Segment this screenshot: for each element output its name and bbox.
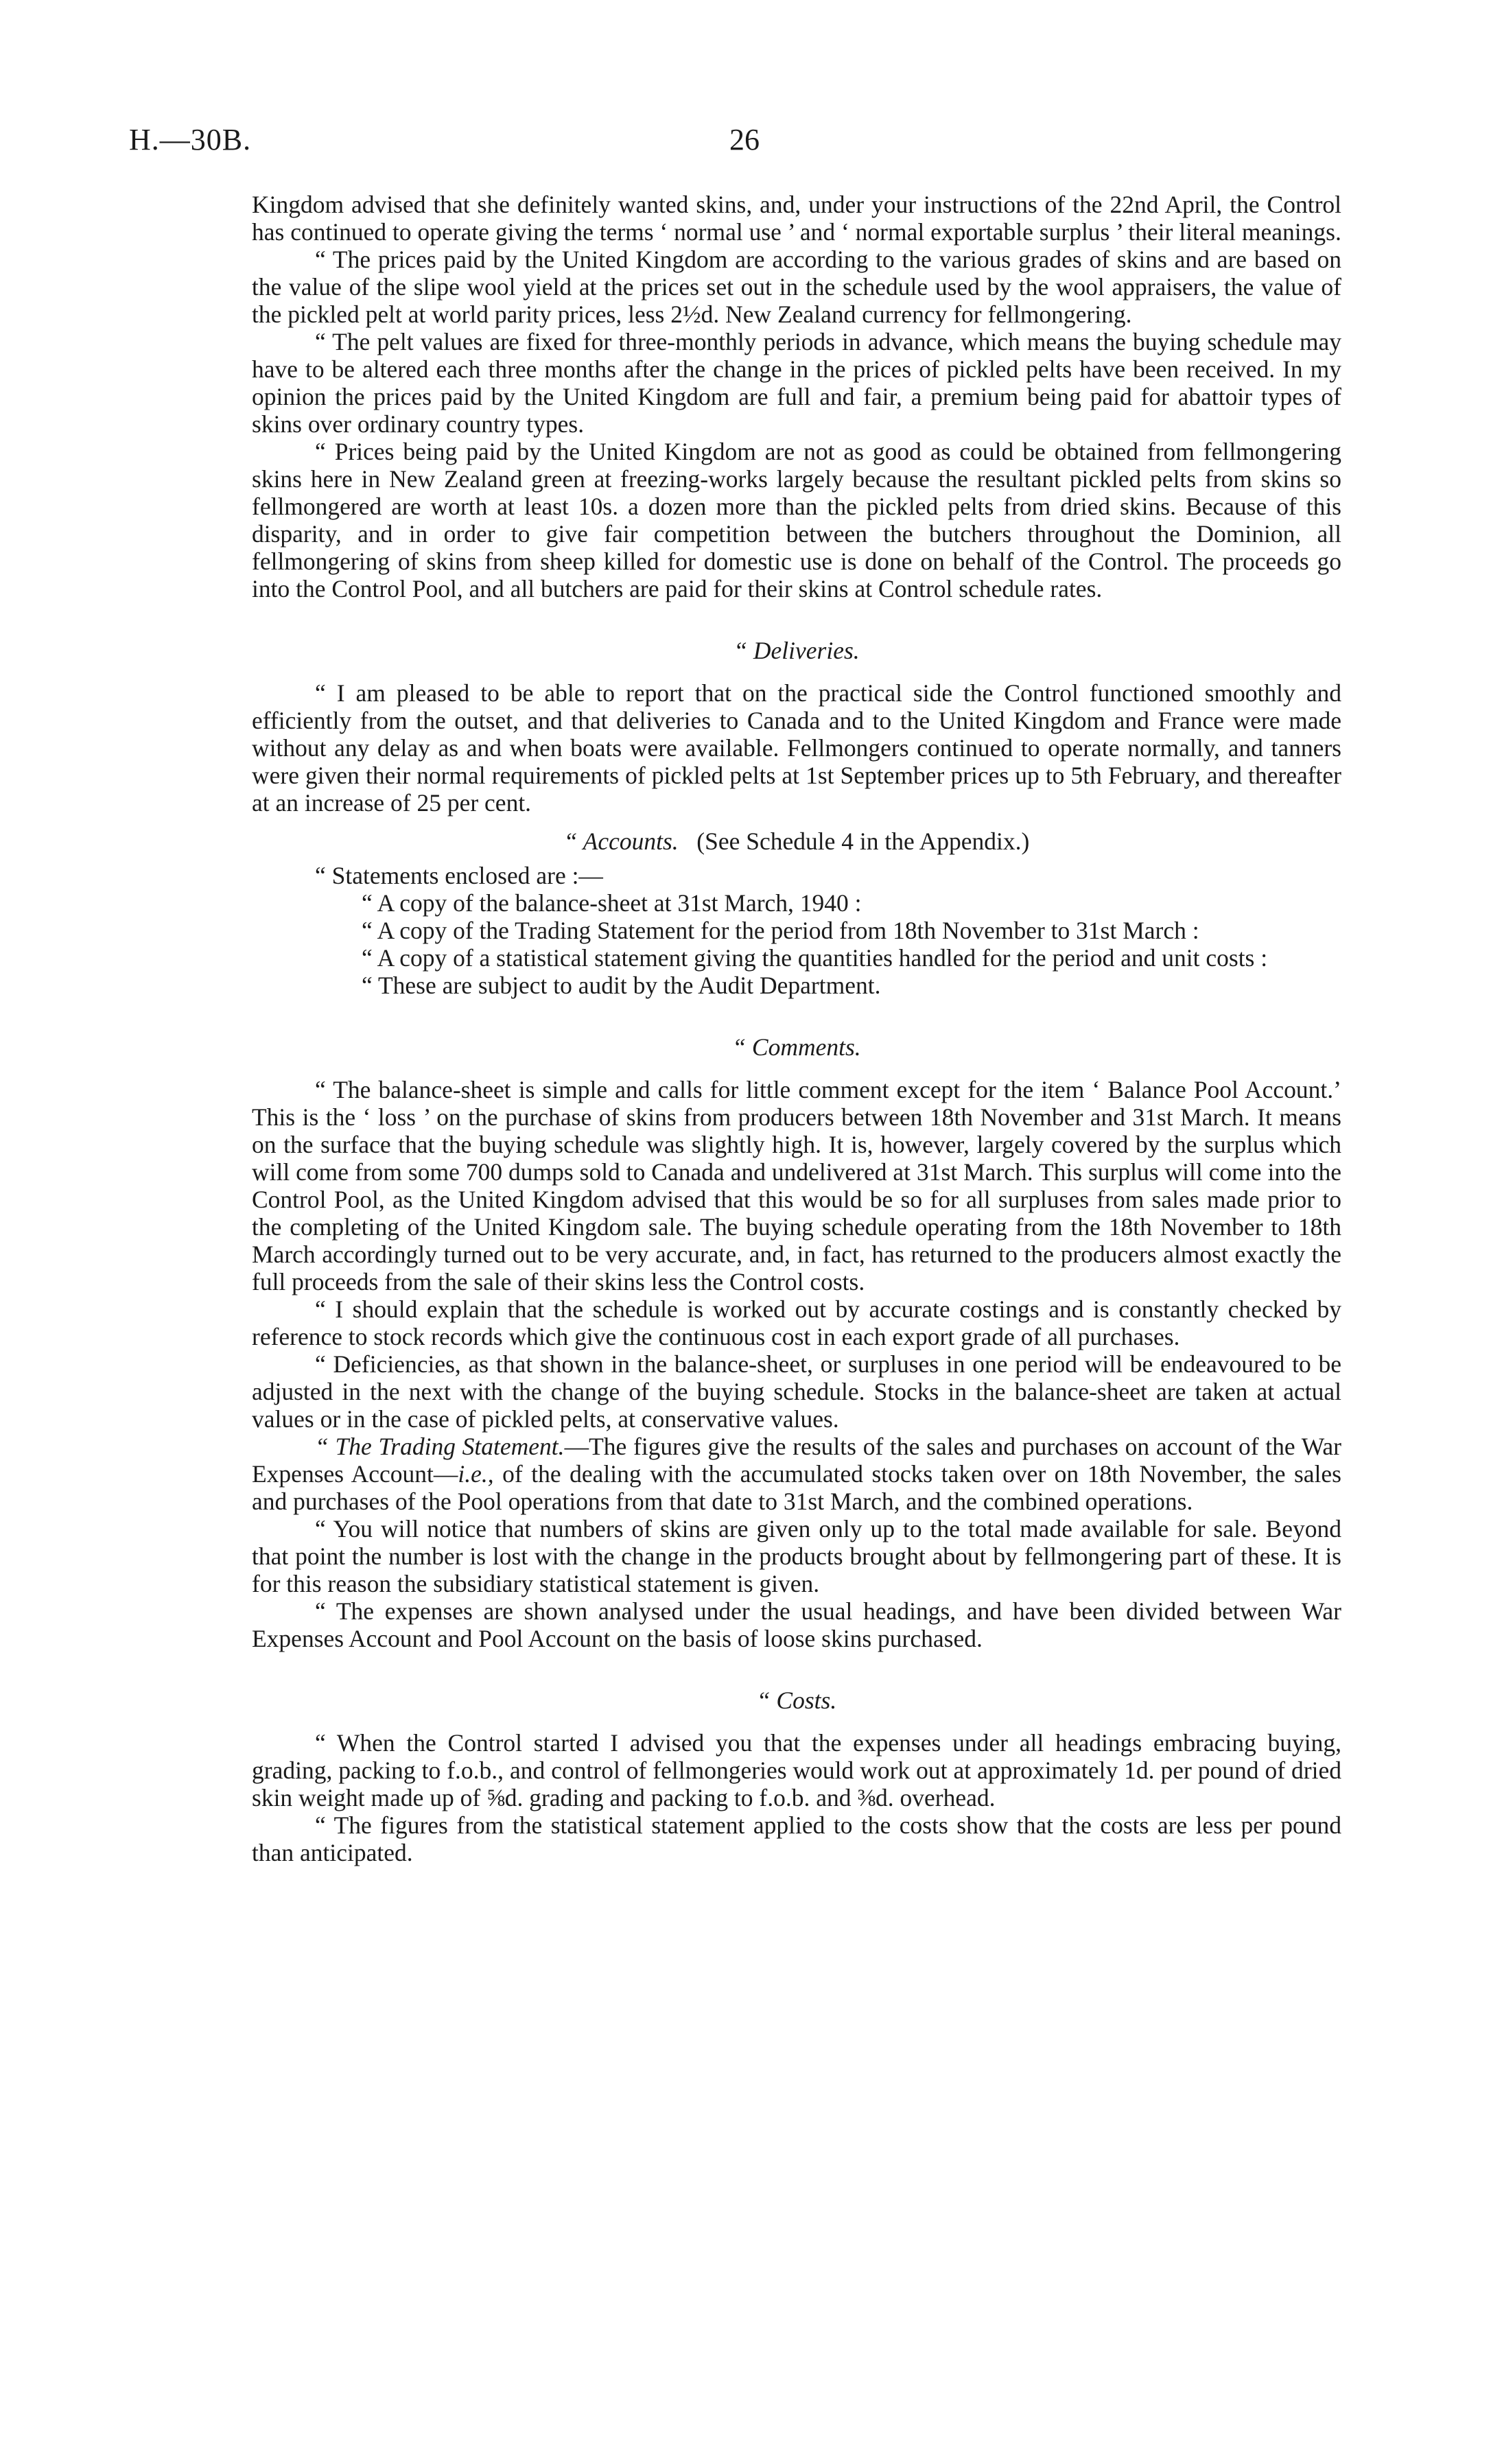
list-item: “ A copy of a statistical statement giving the quantities handled for the period and unit costs : bbox=[362, 944, 1268, 972]
paragraph: “ The expenses are shown analysed under the usual headings, and have been divided between War Expenses Account and Pool Account on the basis of loose skins purchased. bbox=[252, 1597, 1341, 1652]
paragraph: “ Deficiencies, as that shown in the balance-sheet, or surpluses in one period will be endeavoured to be adjusted in the next with the change of the buying schedule. Stocks in the balance-sheet are taken at actual values or in the case of pickled pelts, at conservative values. bbox=[252, 1350, 1341, 1433]
paragraph-trading-statement bbox=[252, 1433, 1341, 1515]
trading-statement-lead: “ The Trading Statement. bbox=[315, 1433, 565, 1460]
section-heading-deliveries: “ Deliveries. bbox=[733, 637, 860, 664]
paragraph: “ When the Control started I advised you that the expenses under all headings embracing buying, grading, packing to f.o.b., and control of fellmongeries would work out at approximately 1d. per pound of dried skin weight made up of ⅝d. grading and packing to f.o.b. and ⅜d. overhead. bbox=[252, 1729, 1341, 1811]
document-body bbox=[252, 191, 1341, 1866]
paragraph: Kingdom advised that she definitely wanted skins, and, under your instructions of the 22nd April, the Control has continued to operate giving the terms ‘ normal use ’ and ‘ normal exportable surplus ’ their literal meanings. bbox=[252, 191, 1341, 246]
report-reference: H.—30B. bbox=[129, 123, 252, 156]
paragraph: “ I should explain that the schedule is worked out by accurate costings and is constantly checked by reference to stock records which give the continuous cost in each export grade of all purchases. bbox=[252, 1295, 1341, 1350]
paragraph: “ The pelt values are fixed for three-monthly periods in advance, which means the buying schedule may have to be altered each three months after the change in the prices of pickled pelts have been received. In my opinion the prices paid by the United Kingdom are full and fair, a premium being paid for abattoir types of skins over ordinary country types. bbox=[252, 328, 1341, 438]
paragraph: “ You will notice that numbers of skins are given only up to the total made available for sale. Beyond that point the number is lost with the change in the products brought about by fellmongering part of these. It is for this reason the subsidiary statistical statement is given. bbox=[252, 1515, 1341, 1597]
trading-statement-text-a: —The figures give the results of the sales and purchases on account of the War Expenses Account— bbox=[252, 1433, 1342, 1488]
trading-statement-text-b: of the dealing with the accumulated stocks taken over on 18th November, the sales and purchases of the Pool operations from that date to 31st March, and the combined operations. bbox=[252, 1460, 1341, 1515]
paragraph: “ I am pleased to be able to report that on the practical side the Control functioned smoothly and efficiently from the outset, and that deliveries to Canada and to the United Kingdom and France were made without any delay as and when boats were available. Fellmongers continued to operate normally, and tanners were given their normal requirements of pickled pelts at 1st September prices up to 5th February, and thereafter at an increase of 25 per cent. bbox=[252, 679, 1341, 817]
paragraph: “ Statements enclosed are :— bbox=[315, 862, 603, 889]
list-item: “ These are subject to audit by the Audit Department. bbox=[362, 972, 881, 999]
section-heading-costs: “ Costs. bbox=[756, 1687, 837, 1714]
list-item: “ A copy of the Trading Statement for the period from 18th November to 31st March : bbox=[362, 917, 1199, 944]
accounts-heading-text: “ Accounts. bbox=[563, 828, 679, 855]
section-heading-comments: “ Comments. bbox=[732, 1033, 861, 1061]
paragraph: “ Prices being paid by the United Kingdom are not as good as could be obtained from fellmongering skins here in New Zealand green at freezing-works largely because the resultant pickled pelts from skins so fellmongered are worth at least 10s. a dozen more than the pickled pelts from dried skins. Because of this disparity, and in order to give fair competition between the butchers throughout the Dominion, all fellmongering of skins from sheep killed for domestic use is done on behalf of the Control. The proceeds go into the Control Pool, and all butchers are paid for their skins at Control schedule rates. bbox=[252, 438, 1341, 602]
paragraph: “ The balance-sheet is simple and calls for little comment except for the item ‘ Balance Pool Account.’ This is the ‘ loss ’ on the purchase of skins from producers between 18th November and 31st March. It means on the surface that the buying schedule was slightly high. It is, however, largely covered by the surplus which will come from some 700 dumps sold to Canada and undelivered at 31st March. This surplus will come into the Control Pool, as the United Kingdom advised that this would be so for all surpluses from sales made prior to the completing of the United Kingdom sale. The buying schedule operating from the 18th November to 18th March accordingly turned out to be very accurate, and, in fact, has returned to the producers almost exactly the full proceeds from the sale of their skins less the Control costs. bbox=[252, 1076, 1341, 1295]
trading-statement-ie: i.e., bbox=[458, 1460, 494, 1488]
accounts-heading-note: (See Schedule 4 in the Appendix.) bbox=[696, 828, 1030, 855]
section-heading-accounts bbox=[252, 828, 1341, 855]
page-number: 26 bbox=[729, 123, 760, 156]
paragraph: “ The prices paid by the United Kingdom are according to the various grades of skins and are based on the value of the slipe wool yield at the prices set out in the schedule used by the wool appraisers, the value of the pickled pelt at world parity prices, less 2½d. New Zealand currency for fellmongering. bbox=[252, 246, 1341, 328]
paragraph: “ The figures from the statistical statement applied to the costs show that the costs are less per pound than anticipated. bbox=[252, 1811, 1341, 1866]
statements-list bbox=[362, 889, 1341, 999]
list-item: “ A copy of the balance-sheet at 31st March, 1940 : bbox=[362, 889, 862, 917]
